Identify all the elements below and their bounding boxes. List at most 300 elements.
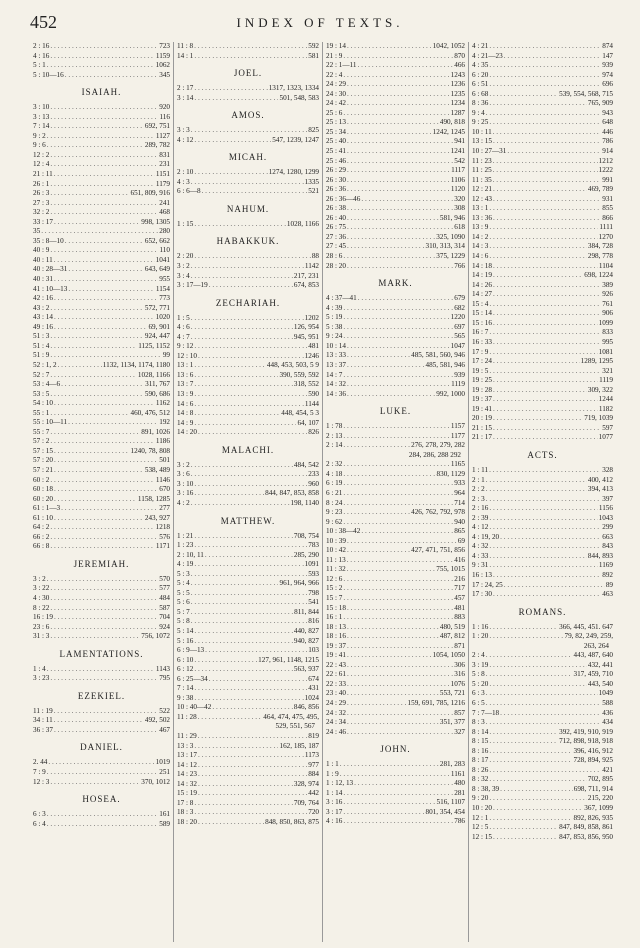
dot-leader [191,461,293,471]
page-references: 281 [454,788,465,797]
verse-reference: 15 : 4 [472,299,489,308]
index-entry [33,594,170,604]
verse-reference: 8 : 32 [472,775,489,784]
index-entry [472,709,613,719]
verse-reference: 5 : 10—16 [33,70,64,79]
index-entry [33,304,170,314]
dot-leader [493,376,598,386]
dot-leader [47,810,158,820]
dot-leader [209,281,293,291]
dot-leader [50,199,158,209]
index-entry [177,352,319,362]
dot-leader [50,437,155,447]
dot-leader [343,71,449,81]
page-references: 892, 826, 935 [573,813,613,822]
verse-reference: 10 : 11 [472,127,492,136]
page-references: 215, 220 [587,794,613,803]
page-references: 855 [602,204,613,213]
page-references: 756, 1072 [141,632,170,641]
verse-reference: 25 : 13 [326,118,346,127]
page-references: 396, 416, 912 [573,746,613,755]
page-references: 570 [159,574,170,583]
verse-reference: 6 : 6—8 [177,187,201,196]
verse-reference: 12 : 2 [33,150,50,159]
dot-leader [347,233,435,243]
dot-leader [194,380,292,390]
page-references: 865 [454,527,465,536]
verse-reference: 13 : 37 [326,360,346,369]
index-entry [326,323,465,333]
dot-leader [493,195,601,205]
index-entry [33,399,170,409]
dot-leader [493,833,558,843]
verse-reference: 4 : 16 [33,51,50,60]
index-entry [326,441,465,451]
verse-reference: 40 : 31 [33,275,53,284]
page-references: 1041 [155,255,170,264]
section-heading: EZEKIEL. [77,690,126,701]
page-references: 351, 377 [439,718,465,727]
index-entry [33,332,170,342]
index-entry [177,656,319,666]
verse-reference: 9 : 6 [33,141,46,150]
verse-reference: 55 : 1 [33,408,50,417]
index-entry [472,561,613,571]
dot-leader [493,357,580,367]
dot-leader [347,728,453,738]
page-references: 432, 441 [587,660,613,669]
dot-leader [54,170,155,180]
dot-leader [50,390,143,400]
page-references: 116 [159,112,170,121]
verse-reference: 6 : 20 [472,70,489,79]
page-references: 1143 [155,664,170,673]
verse-reference: 14 : 12 [177,760,197,769]
page-references: 464, 474, 475, 495, [263,712,319,721]
section-heading: ACTS. [527,449,558,460]
verse-reference: 19 : 25 [472,376,492,385]
section-heading: JEREMIAH. [73,558,130,569]
dot-leader [489,823,558,833]
verse-reference: 6 : 4 [33,819,46,828]
page-references: 217, 231 [293,271,319,280]
index-entry [33,71,170,81]
index-entry [33,342,170,352]
verse-reference: 17 : 24 [472,357,492,366]
verse-reference: 14 : 19 [472,271,492,280]
verse-reference: 1 : 1 [326,760,339,769]
index-entry [33,485,170,495]
verse-reference: 57 : 15 [33,446,53,455]
index-entry [33,361,170,371]
verse-reference: 3 : 16 [177,489,194,498]
index-entry [326,760,465,770]
verse-reference: 8 : 3 [472,718,485,727]
dot-leader [486,718,601,728]
dot-leader [194,419,296,429]
verse-reference: 66 : 8 [33,542,50,551]
page-references: 943 [602,108,613,117]
dot-leader [41,227,158,237]
index-entry [472,794,613,804]
index-entry [472,242,613,252]
dot-leader [194,94,278,104]
page-references: 1317, 1323, 1334 [268,84,319,93]
dot-leader [50,533,158,543]
index-entry [472,157,613,167]
index-entry [472,338,613,348]
page-references: 883 [454,613,465,622]
page-references: 1274, 1280, 1299 [268,168,319,177]
verse-reference: 41 : 10—13 [33,284,68,293]
verse-reference: 3 : 4 [177,271,190,280]
page-references: 1076 [450,679,465,688]
page-references: 547, 1239, 1247 [272,135,319,144]
index-entry [472,747,613,757]
index-entry [177,409,319,419]
index-entry [177,94,319,104]
page-references: 1028, 1166 [286,219,319,228]
index-entry [177,675,319,685]
verse-reference: 6 : 12 [177,665,194,674]
dot-leader [191,598,307,608]
page-references: 892 [602,570,613,579]
verse-reference: 10 : 42 [326,546,346,555]
index-entry [472,80,613,90]
index-entry [472,833,613,843]
page-references: 924, 447 [144,332,170,341]
index-entry [326,728,465,738]
verse-reference: 8 : 36 [472,99,489,108]
index-entry [33,61,170,71]
verse-reference: 19 : 41 [472,404,492,413]
page-references: 485, 581, 946 [425,360,465,369]
index-entry [33,294,170,304]
dot-leader [54,726,158,736]
verse-reference: 23 : 6 [33,622,50,631]
verse-reference: 10 : 39 [326,536,346,545]
page-references: 1220 [450,313,465,322]
entry-continuation: 529, 551, 567 [275,722,315,731]
dot-leader [50,542,155,552]
page-references: 697 [454,322,465,331]
dot-leader [486,699,601,709]
index-entry [177,780,319,790]
dot-leader [347,632,439,642]
dot-leader [347,147,450,157]
index-entry [472,775,613,785]
dot-leader [50,332,143,342]
index-entry [177,579,319,589]
dot-leader [50,189,129,199]
dot-leader [489,223,598,233]
verse-reference: 2 : 3 [472,494,485,503]
page-references: 397 [602,494,613,503]
page-references: 906 [602,309,613,318]
dot-leader [191,272,293,282]
verse-reference: 5 : 38 [326,322,343,331]
verse-reference: 5 : 19 [326,313,343,322]
dot-leader [347,342,450,352]
index-entry [33,604,170,614]
dot-leader [343,252,435,262]
dot-leader [343,441,410,451]
index-entry [326,351,465,361]
index-entry [472,61,613,71]
section-heading: JOEL. [233,68,263,79]
dot-leader [347,556,454,566]
verse-reference: 25 : 34 [326,127,346,136]
verse-reference: 6 : 68 [472,89,489,98]
dot-leader [54,313,155,323]
dot-leader [50,151,158,161]
verse-reference: 26 : 1 [33,179,50,188]
index-entry [326,789,465,799]
verse-reference: 12 : 1 [472,813,489,822]
index-entry [326,537,465,547]
index-entry [33,265,170,275]
page-references: 563, 937 [293,665,319,674]
page-references: 309, 322 [587,385,613,394]
dot-leader [489,756,572,766]
page-references: 1236 [450,80,465,89]
index-entry [177,598,319,608]
dot-leader [489,42,601,52]
page-references: 1104 [598,261,613,270]
index-entry [33,810,170,820]
verse-reference: 11 : 19 [33,706,53,715]
index-entry [33,613,170,623]
dot-leader [48,758,154,768]
verse-reference: 2 : 2 [472,485,485,494]
verse-reference: 12 : 6 [326,574,343,583]
page-references: 998, 1305 [141,217,170,226]
verse-reference: 17 : 8 [177,798,194,807]
dot-leader [493,128,602,138]
index-entry [177,818,319,828]
page-references: 159, 691, 785, 1216 [407,699,465,707]
index-entry [33,584,170,594]
verse-reference: 3 : 16 [326,798,343,807]
verse-reference: 19 : 14 [326,42,346,50]
page-references: 469, 789 [587,185,613,194]
dot-leader [191,126,307,136]
dot-leader [50,428,140,438]
dot-leader [347,214,439,224]
dot-leader [191,314,304,324]
index-entry [33,246,170,256]
page-references: 833 [602,328,613,337]
index-entry [326,604,465,614]
section-heading: HOSEA. [82,794,121,805]
page-references: 320 [454,194,465,203]
dot-leader [191,589,307,599]
page-references: 375, 1229 [436,252,465,261]
verse-reference: 24 : 34 [326,718,346,727]
verse-reference: 1 : 11 [472,465,489,474]
dot-leader [486,485,587,495]
index-entry [177,627,319,637]
index-entry [326,42,465,52]
verse-reference: 5 : 8 [177,617,190,626]
page-references: 434 [602,718,613,727]
dot-leader [54,466,144,476]
dot-leader [50,604,158,614]
dot-leader [354,779,453,789]
page-references: 1120 [450,185,465,194]
verse-reference: 2 : 16 [33,42,50,50]
verse-reference: 4 : 37—41 [326,294,357,303]
index-entry [177,589,319,599]
page-references: 88 [311,252,319,261]
index-entry [326,518,465,528]
page-references: 325, 1090 [436,232,465,241]
dot-leader [194,220,286,230]
verse-reference: 11 : 13 [326,555,346,564]
index-entry [33,132,170,142]
dot-leader [347,42,432,52]
page-references: 1020 [155,313,170,322]
verse-reference: 2 : 4 [472,651,485,660]
dot-leader [68,285,155,295]
verse-reference: 43 : 2 [33,303,50,312]
dot-leader [347,128,432,138]
verse-reference: 22 : 43 [326,660,346,669]
page-references: 1169 [598,561,613,570]
index-entry [326,470,465,480]
index-entry [472,271,613,281]
index-entry [33,514,170,524]
dot-leader [347,709,453,719]
verse-reference: 8 : 24 [326,498,343,507]
dot-leader [54,485,158,495]
page-references: 1119 [599,376,613,385]
index-entry [33,575,170,585]
verse-reference: 5 : 4 [177,579,190,588]
verse-reference: 21 : 17 [472,433,492,442]
dot-leader [347,390,435,400]
dot-leader [194,799,292,809]
dot-leader [194,637,292,647]
index-entry [33,160,170,170]
page-references: 674 [308,674,319,683]
page-references: 1246 [304,351,319,360]
index-entry [177,390,319,400]
dot-leader [47,820,158,830]
dot-leader [50,371,137,381]
verse-reference: 4 : 35 [472,61,489,70]
verse-reference: 24 : 46 [326,727,346,736]
page-references: 991 [602,175,613,184]
page-references: 801, 354, 454 [425,807,465,816]
verse-reference: 28 : 20 [326,261,346,270]
page-references: 977 [308,760,319,769]
page-references: 1099 [598,318,613,327]
index-entry [472,785,613,795]
index-entry [326,575,465,585]
page-references: 289, 782 [144,141,170,150]
verse-reference: 42 : 16 [33,294,53,303]
index-entry [33,351,170,361]
page-references: 553, 721 [439,689,465,698]
page-references: 446 [602,127,613,136]
verse-reference: 55 : 10—11 [33,418,68,427]
page-references: 857 [454,708,465,717]
verse-reference: 5 : 14 [177,626,194,635]
index-entry [33,113,170,123]
index-entry [472,290,613,300]
index-entry [33,141,170,151]
index-entry [177,532,319,542]
index-entry [326,185,465,195]
verse-reference: 11 : 35 [472,175,492,184]
verse-reference: 16 : 13 [472,570,492,579]
index-entry [472,71,613,81]
verse-reference: 9 : 12 [177,342,194,351]
dot-leader [347,661,453,671]
index-entry [326,128,465,138]
index-entry [326,623,465,633]
dot-leader [50,594,158,604]
index-entry [472,466,613,476]
dot-leader [68,418,158,428]
dot-leader [50,208,158,218]
dot-leader [493,262,598,272]
dot-leader [54,256,155,266]
page-references: 281, 283 [439,760,465,769]
verse-reference: 6 : 3 [472,689,485,698]
section-heading: LAMENTATIONS. [59,648,144,659]
verse-reference: 2 : 17 [177,84,194,93]
dot-leader [347,166,450,176]
dot-leader [343,470,435,480]
page-references: 831 [159,150,170,159]
verse-reference: 25 : 46 [326,156,346,165]
dot-leader [343,371,453,381]
page-references: 1202 [304,313,319,322]
verse-reference: 26 : 75 [326,223,346,232]
dot-leader [54,716,144,726]
verse-reference: 4 : 12 [177,135,194,144]
page-references: 844, 893 [587,551,613,560]
dot-leader [493,424,601,434]
verse-reference: 7 : 9 [33,768,46,776]
dot-leader [205,646,307,656]
page-references: 1165 [450,460,465,469]
page-references: 698, 711, 914 [573,784,613,793]
page-references: 826 [308,428,319,437]
index-entry [177,323,319,333]
page-references: 1177 [450,431,465,440]
dot-leader [54,447,130,457]
dot-leader [489,61,601,71]
verse-reference: 14 : 26 [472,280,492,289]
verse-reference: 2. 44 [33,758,48,767]
index-entry [326,71,465,81]
page-references: 467 [159,725,170,734]
verse-reference: 40 : 11 [33,255,53,264]
dot-leader [194,409,280,419]
verse-reference: 2 : 39 [472,513,489,522]
verse-reference: 43 : 14 [33,313,53,322]
dot-leader [489,523,601,533]
page-references: 663 [602,532,613,541]
dot-leader [191,323,293,333]
page-references: 924 [159,622,170,631]
index-entry [326,565,465,575]
verse-reference: 6 : 9—13 [177,646,205,655]
index-entry [33,227,170,237]
